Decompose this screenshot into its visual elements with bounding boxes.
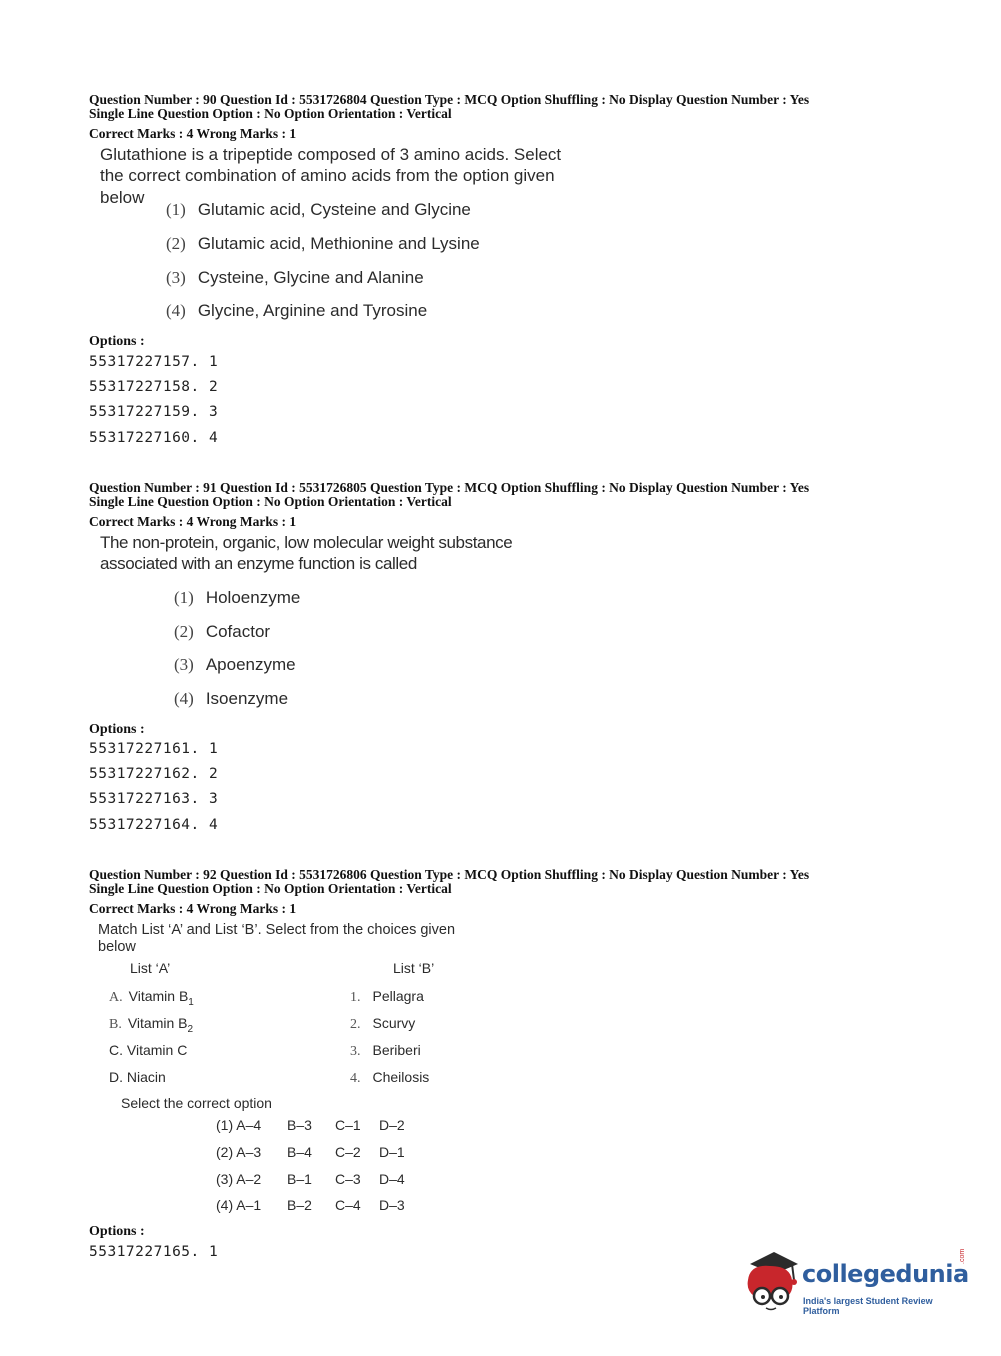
question-91-option-code-4: 55317227164. 4 (89, 817, 219, 833)
question-91-marks: Correct Marks : 4 Wrong Marks : 1 (89, 514, 297, 529)
question-92-header: Question Number : 92 Question Id : 5531726806 Question Type : MCQ Option Shuffling : No Display Question Number : Yes (89, 867, 810, 882)
question-91-stem-line1: The non-protein, organic, low molecular weight substance (100, 533, 513, 552)
mascot-icon (740, 1250, 802, 1314)
question-90-option-code-2: 55317227158. 2 (89, 379, 219, 395)
question-90-option-code-4: 55317227160. 4 (89, 430, 219, 446)
question-91-header-line2: Single Line Question Option : No Option Orientation : Vertical (89, 494, 452, 509)
logo-wordmark: collegedunia (802, 1260, 969, 1288)
list-b-item: 3. Beriberi (350, 1042, 421, 1059)
logo-dotcom: .com (959, 1248, 966, 1264)
question-90-stem-line2: the correct combination of amino acids from the option given (100, 166, 555, 185)
question-91-stem-line2: associated with an enzyme function is called (100, 554, 417, 573)
question-90-options-label: Options : (89, 334, 145, 349)
list-a-item: A. Vitamin $B_1$ (109, 988, 194, 1008)
question-91-choice-4: (4) Isoenzyme (174, 689, 289, 708)
question-91-header: Question Number : 91 Question Id : 5531726805 Question Type : MCQ Option Shuffling : No Display Question Number : Yes (89, 480, 810, 495)
match-choice-1: (1) A–4 B–3 C–1 D–2 (216, 1117, 405, 1133)
list-b-item: 2. Scurvy (350, 1015, 416, 1032)
question-92-stem-line1: Match List ‘A’ and List ‘B’. Select from the choices given (98, 922, 456, 938)
question-91-option-code-3: 55317227163. 3 (89, 791, 219, 807)
question-90-marks: Correct Marks : 4 Wrong Marks : 1 (89, 126, 297, 141)
question-90-stem-line3: below (100, 188, 145, 207)
list-a-item: C. Vitamin C (109, 1042, 188, 1058)
question-90-option-code-1: 55317227157. 1 (89, 354, 219, 370)
question-90-header: Question Number : 90 Question Id : 5531726804 Question Type : MCQ Option Shuffling : No Display Question Number : Yes (89, 92, 810, 107)
question-92-option-code-1: 55317227165. 1 (89, 1244, 219, 1260)
question-92-header-line2: Single Line Question Option : No Option Orientation : Vertical (89, 881, 452, 896)
question-90-stem-line1: Glutathione is a tripeptide composed of 3 amino acids. Select (100, 145, 562, 164)
match-choice-3: (3) A–2 B–1 C–3 D–4 (216, 1171, 405, 1187)
question-91-choice-1: (1) Holoenzyme (174, 588, 301, 607)
list-a-title: List ‘A’ (130, 960, 171, 976)
question-90-option-code-3: 55317227159. 3 (89, 404, 219, 420)
question-92-stem-line2: below (98, 939, 136, 955)
list-b-item: 4. Cheilosis (350, 1069, 430, 1086)
question-91-options-label: Options : (89, 722, 145, 737)
collegedunia-logo (740, 1248, 970, 1318)
list-b-title: List ‘B’ (393, 960, 435, 976)
question-90-choice-3: (3) Cysteine, Glycine and Alanine (166, 268, 424, 287)
question-92-options-label: Options : (89, 1224, 145, 1239)
match-choice-2: (2) A–3 B–4 C–2 D–1 (216, 1144, 405, 1160)
question-91-choice-2: (2) Cofactor (174, 622, 271, 641)
question-91-option-code-2: 55317227162. 2 (89, 766, 219, 782)
question-90-choice-4: (4) Glycine, Arginine and Tyrosine (166, 301, 428, 320)
question-91-choice-3: (3) Apoenzyme (174, 655, 296, 674)
question-90-choice-1: (1) Glutamic acid, Cysteine and Glycine (166, 200, 471, 219)
question-92-marks: Correct Marks : 4 Wrong Marks : 1 (89, 901, 297, 916)
list-a-item: B. Vitamin $B_2$ (109, 1015, 194, 1035)
list-b-item: 1. Pellagra (350, 988, 424, 1005)
logo-tagline: India's largest Student Review Platform (803, 1296, 933, 1316)
list-a-item: D. Niacin (109, 1069, 166, 1085)
match-choice-4: (4) A–1 B–2 C–4 D–3 (216, 1197, 405, 1213)
question-90-choice-2: (2) Glutamic acid, Methionine and Lysine (166, 234, 480, 253)
question-90-header-line2: Single Line Question Option : No Option Orientation : Vertical (89, 106, 452, 121)
select-prompt: Select the correct option (121, 1095, 272, 1111)
question-91-option-code-1: 55317227161. 1 (89, 741, 219, 757)
